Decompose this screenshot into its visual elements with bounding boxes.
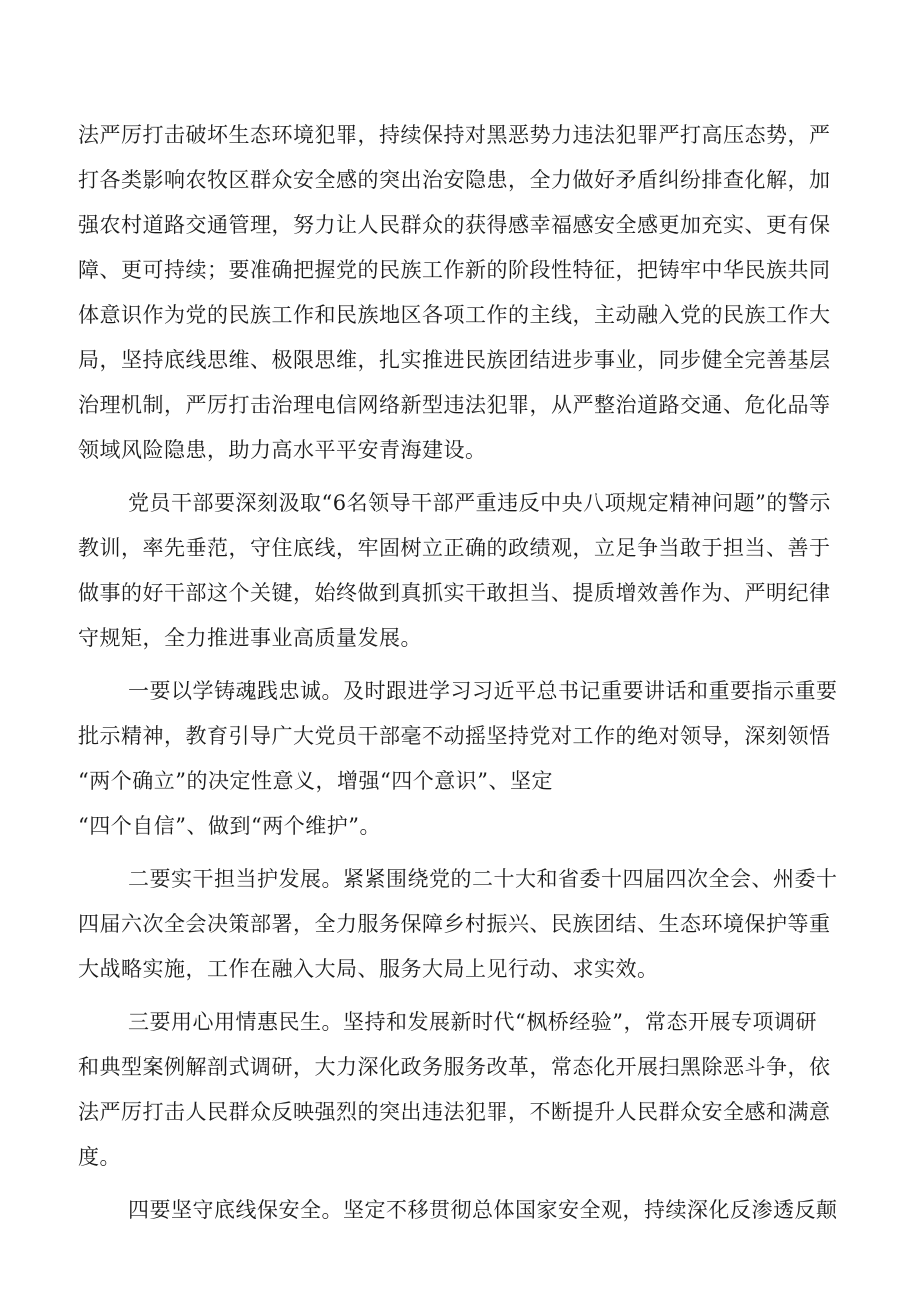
text-line: 法严厉打击人民群众反映强烈的突出违法犯罪，不断提升人民群众安全感和满意 — [78, 1100, 831, 1124]
paragraph-point-three — [78, 1000, 858, 1180]
text-line: 四届六次全会决策部署，全力服务保障乡村振兴、民族团结、生态环境保护等重 — [78, 912, 831, 936]
text-line: 批示精神，教育引导广大党员干部毫不动摇坚持党对工作的绝对领导，深刻领悟 — [78, 724, 831, 748]
text-line: 一要以学铸魂践忠诚。及时跟进学习习近平总书记重要讲话和重要指示重要 — [128, 679, 838, 703]
text-line: 和典型案例解剖式调研，大力深化政务服务改革，常态化开展扫黑除恶斗争，依 — [78, 1055, 831, 1079]
text-line: 教训，率先垂范，守住底线，牢固树立正确的政绩观，立足争当敢于担当、善于 — [78, 536, 831, 560]
text-line: 强农村道路交通管理，努力让人民群众的获得感幸福感安全感更加充实、更有保 — [78, 213, 831, 237]
text-line: 法严厉打击破坏生态环境犯罪，持续保持对黑恶势力违法犯罪严打高压态势，严 — [78, 123, 831, 147]
text-line: 二要实干担当护发展。紧紧围绕党的二十大和省委十四届四次全会、州委十 — [128, 867, 838, 891]
paragraph-warning-lesson — [78, 481, 858, 661]
text-line: 度。 — [78, 1145, 121, 1169]
paragraph-gap — [78, 849, 858, 857]
paragraph-gap — [78, 992, 858, 1000]
text-line: 做事的好干部这个关键，始终做到真抓实干敢担当、提质增效善作为、严明纪律 — [78, 581, 831, 605]
text-line: 局，坚持底线思维、极限思维，扎实推进民族团结进步事业，同步健全完善基层 — [78, 348, 831, 372]
text-line: “两个确立”的决定性意义，增强“四个意识”、坚定 — [78, 769, 553, 793]
text-line: 障、更可持续；要准确把握党的民族工作新的阶段性特征，把铸牢中华民族共同 — [78, 258, 831, 282]
text-line: 三要用心用情惠民生。坚持和发展新时代“枫桥经验”，常态开展专项调研 — [128, 1010, 817, 1034]
text-line: 守规矩，全力推进事业高质量发展。 — [78, 626, 422, 650]
text-line: 治理机制，严厉打击治理电信网络新型违法犯罪，从严整治道路交通、危化品等 — [78, 393, 831, 417]
paragraph-point-two — [78, 857, 858, 992]
text-line: 四要坚守底线保安全。坚定不移贯彻总体国家安全观，持续深化反渗透反颠 — [128, 1198, 838, 1222]
text-line: 党员干部要深刻汲取“6名领导干部严重违反中央八项规定精神问题”的警示 — [128, 491, 831, 515]
text-line: 打各类影响农牧区群众安全感的突出治安隐患，全力做好矛盾纠纷排查化解，加 — [78, 168, 831, 192]
document-body — [78, 113, 858, 1233]
paragraph-point-four — [78, 1188, 858, 1233]
text-line: 领域风险隐患，助力高水平平安青海建设。 — [78, 438, 487, 462]
paragraph-point-one — [78, 669, 858, 849]
paragraph-gap — [78, 661, 858, 669]
text-line: 体意识作为党的民族工作和民族地区各项工作的主线，主动融入党的民族工作大 — [78, 303, 831, 327]
paragraph-gap — [78, 1180, 858, 1188]
text-line: “四个自信”、做到“两个维护”。 — [78, 814, 381, 838]
paragraph-ecology-security — [78, 113, 858, 473]
paragraph-gap — [78, 473, 858, 481]
text-line: 大战略实施，工作在融入大局、服务大局上见行动、求实效。 — [78, 957, 659, 981]
